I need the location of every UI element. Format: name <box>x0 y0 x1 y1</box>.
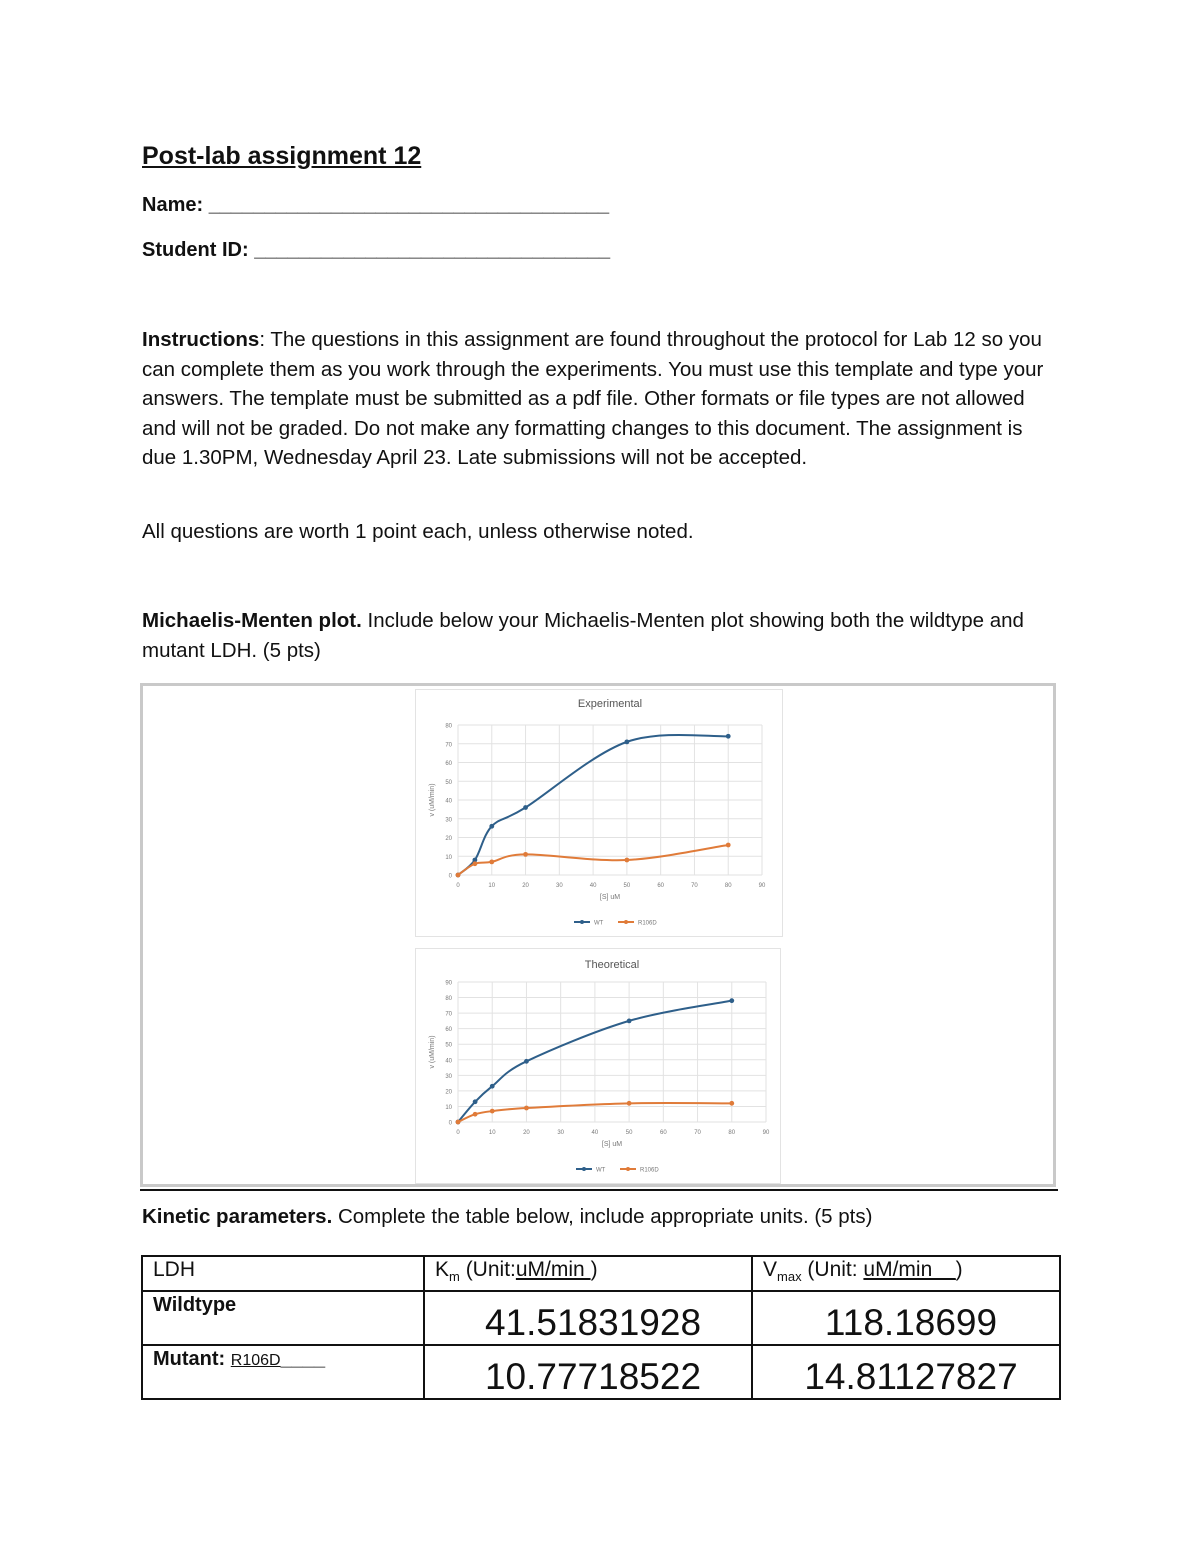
legend-label: WT <box>596 1167 606 1174</box>
data-point <box>472 861 477 866</box>
y-tick-label: 40 <box>445 798 452 805</box>
name-field[interactable]: Name: ____________________________________ <box>142 194 610 216</box>
data-point <box>726 843 731 848</box>
x-axis-label: [S] uM <box>601 1141 623 1148</box>
legend-marker <box>580 920 584 924</box>
mutant-vmax-cell[interactable] <box>752 1345 1060 1399</box>
wildtype-km-value: 41.51831928 <box>484 1302 702 1344</box>
data-point <box>489 859 494 864</box>
km-header <box>424 1256 752 1291</box>
points-note: All questions are worth 1 point each, unless otherwise noted. <box>142 520 694 543</box>
mutant-km-cell[interactable] <box>424 1345 752 1399</box>
data-point <box>627 1101 632 1106</box>
x-tick-label: 80 <box>724 883 732 889</box>
y-tick-label: 70 <box>445 1011 452 1018</box>
km-symbol: K <box>435 1258 450 1281</box>
km-close: ) <box>590 1258 598 1281</box>
wildtype-label: Wildtype <box>153 1294 237 1317</box>
vmax-close: ) <box>955 1258 963 1281</box>
legend-marker <box>624 920 628 924</box>
x-tick-label: 60 <box>659 1130 667 1136</box>
instructions-text: : The questions in this assignment are found throughout the protocol for Lab 12 so you can complete them as you work through the experiments. You must use this template and type your answers. The template must be submitted as a pdf file. Other formats or file types are not allowed and will not be graded. Do not make any formatting changes to this document. The assignment is due 1.30PM, Wednesday April 23. Late submissions will not be accepted. <box>142 328 1044 469</box>
x-tick-label: 10 <box>488 883 496 889</box>
y-tick-label: 30 <box>445 1073 452 1080</box>
instructions-paragraph <box>142 325 1062 473</box>
data-point <box>524 1059 529 1064</box>
x-tick-label: 60 <box>657 883 665 889</box>
x-tick-label: 50 <box>623 883 631 889</box>
y-tick-label: 80 <box>445 723 452 730</box>
x-tick-label: 70 <box>691 883 698 889</box>
data-point <box>524 1106 529 1111</box>
data-point <box>473 1112 478 1117</box>
mutant-blank: ____ <box>280 1348 326 1371</box>
student-id-field[interactable]: Student ID: ________________________________ <box>142 239 611 261</box>
instructions-heading: Instructions <box>142 328 260 351</box>
mutant-km-value: 10.77718522 <box>484 1356 702 1398</box>
km-subscript: m <box>449 1269 460 1285</box>
y-tick-label: 20 <box>445 836 452 842</box>
y-tick-label: 10 <box>445 1104 452 1111</box>
legend-label: R106D <box>640 1167 659 1174</box>
divider <box>140 1189 1058 1191</box>
legend-label: WT <box>594 920 604 927</box>
data-point <box>523 852 528 857</box>
y-tick-label: 80 <box>445 996 452 1003</box>
mutant-vmax-value: 14.81127827 <box>804 1356 1018 1398</box>
vmax-unit-label: (Unit: <box>801 1258 864 1281</box>
vmax-header <box>752 1256 1060 1291</box>
mutant-label-text: Mutant: <box>153 1348 231 1371</box>
data-point <box>490 1109 495 1114</box>
ldh-header: LDH <box>142 1256 424 1291</box>
kinetic-prompt <box>142 1202 1062 1232</box>
x-tick-label: 80 <box>728 1130 736 1136</box>
legend-label: R106D <box>638 920 657 927</box>
y-tick-label: 20 <box>445 1089 452 1096</box>
x-tick-label: 20 <box>522 883 529 889</box>
legend-marker <box>582 1167 586 1171</box>
y-tick-label: 50 <box>445 1042 452 1049</box>
x-tick-label: 50 <box>625 1130 633 1136</box>
vmax-symbol: V <box>763 1258 778 1281</box>
x-tick-label: 70 <box>694 1130 701 1136</box>
data-point <box>473 1099 478 1104</box>
y-tick-label: 60 <box>445 761 452 767</box>
y-tick-label: 30 <box>445 817 452 824</box>
mm-prompt <box>142 606 1062 665</box>
mutant-label <box>153 1348 423 1371</box>
plot-container <box>140 683 1056 1187</box>
x-tick-label: 0 <box>456 1130 460 1136</box>
x-tick-label: 0 <box>456 883 460 889</box>
experimental-chart <box>416 690 782 936</box>
vmax-unit-value[interactable]: uM/min__ <box>863 1258 956 1281</box>
data-point <box>490 1084 495 1089</box>
chart-title: Theoretical <box>584 959 640 971</box>
vmax-subscript: max <box>777 1269 802 1285</box>
y-tick-label: 0 <box>448 1120 452 1127</box>
y-tick-label: 0 <box>448 873 452 880</box>
table-row <box>142 1345 1060 1399</box>
data-point <box>523 805 528 810</box>
data-point <box>729 1101 734 1106</box>
data-point <box>729 998 734 1003</box>
x-tick-label: 40 <box>591 1130 599 1136</box>
km-unit-value[interactable]: uM/min <box>515 1258 591 1281</box>
table-header-row <box>142 1256 1060 1291</box>
y-tick-label: 50 <box>445 779 452 786</box>
experimental-chart-panel <box>415 689 783 937</box>
wildtype-label-cell <box>142 1291 424 1345</box>
data-point <box>624 858 629 863</box>
data-point <box>726 734 731 739</box>
theoretical-chart <box>416 949 780 1183</box>
x-tick-label: 40 <box>589 883 597 889</box>
x-tick-label: 90 <box>762 1130 770 1136</box>
x-tick-label: 10 <box>488 1130 496 1136</box>
theoretical-chart-panel <box>415 948 781 1184</box>
kinetic-heading: Kinetic parameters. <box>142 1205 333 1228</box>
x-tick-label: 30 <box>557 1130 565 1136</box>
mm-heading: Michaelis-Menten plot. <box>142 609 362 632</box>
y-tick-label: 40 <box>445 1058 452 1065</box>
mutant-label-cell <box>142 1345 424 1399</box>
y-axis-label: v (uM/min) <box>429 783 436 817</box>
data-point <box>627 1018 632 1023</box>
mm-text: Include below your Michaelis-Menten plot showing both the wildtype and mutant LDH. (5 pts) <box>142 609 1024 662</box>
data-point <box>456 873 461 878</box>
chart-title: Experimental <box>577 698 643 710</box>
data-point <box>624 739 629 744</box>
kinetic-text: Complete the table below, include appropriate units. (5 pts) <box>332 1205 873 1228</box>
wildtype-vmax-value: 118.18699 <box>824 1302 998 1344</box>
data-point <box>489 824 494 829</box>
y-tick-label: 90 <box>445 980 452 987</box>
data-point <box>456 1120 461 1125</box>
y-tick-label: 60 <box>445 1027 452 1034</box>
mutant-name[interactable]: R106D <box>230 1352 281 1370</box>
table-row <box>142 1291 1060 1345</box>
page-title: Post-lab assignment 12 <box>142 142 422 170</box>
wildtype-vmax-cell[interactable] <box>752 1291 1060 1345</box>
y-tick-label: 70 <box>445 742 452 749</box>
km-unit-label: (Unit: <box>459 1258 516 1281</box>
y-axis-label: v (uM/min) <box>429 1035 436 1069</box>
x-tick-label: 30 <box>555 883 563 889</box>
y-tick-label: 10 <box>445 854 452 861</box>
x-tick-label: 20 <box>523 1130 530 1136</box>
kinetic-table <box>141 1255 1061 1400</box>
x-tick-label: 90 <box>758 883 766 889</box>
x-axis-label: [S] uM <box>599 894 621 901</box>
wildtype-km-cell[interactable] <box>424 1291 752 1345</box>
legend-marker <box>626 1167 630 1171</box>
